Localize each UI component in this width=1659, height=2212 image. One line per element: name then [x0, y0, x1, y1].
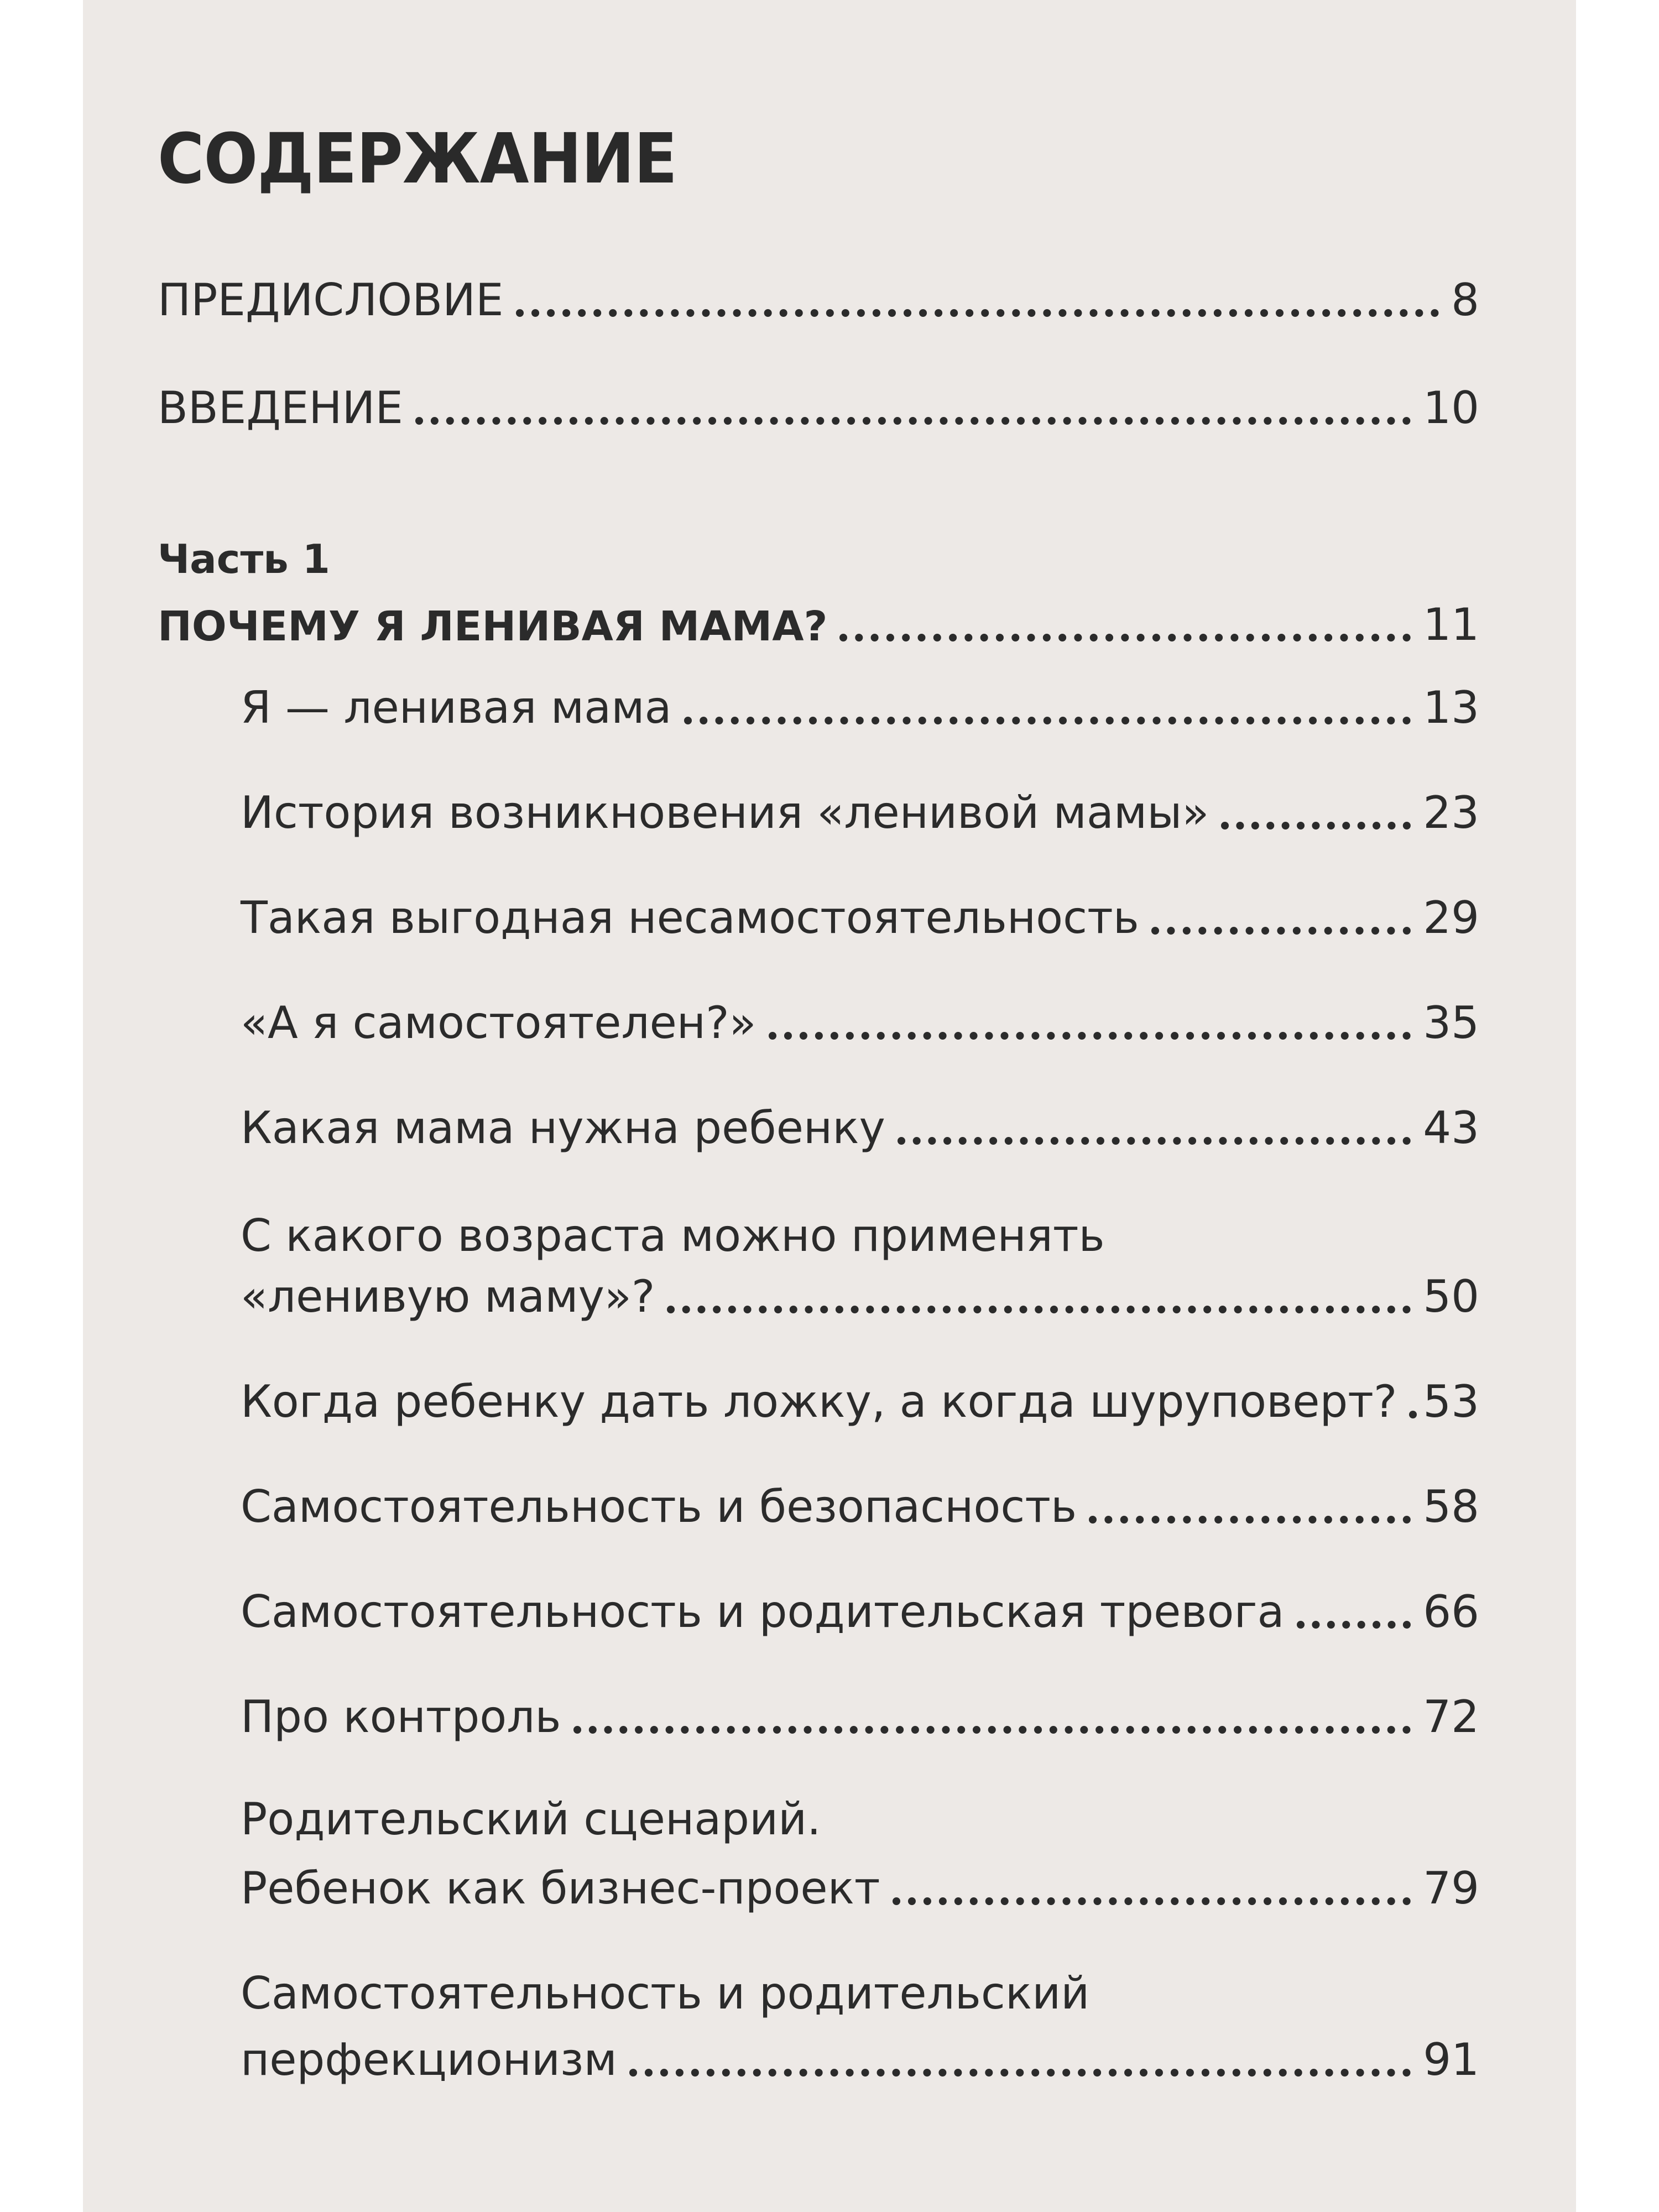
toc-page-number: 23	[1423, 787, 1479, 838]
toc-page-number: 58	[1423, 1481, 1479, 1532]
toc-entry-label: Про контроль	[241, 1691, 561, 1743]
toc-entry-label: История возникновения «ленивой мамы»	[241, 787, 1209, 838]
toc-entry-label: Самостоятельность и безопасность	[241, 1481, 1077, 1532]
dot-leader	[898, 1137, 1411, 1145]
dot-leader	[1409, 1411, 1411, 1418]
toc-entry	[241, 682, 1479, 733]
toc-page-number: 10	[1423, 382, 1479, 434]
toc-entry	[241, 1863, 1479, 1914]
toc-page-number: 8	[1451, 274, 1479, 326]
book-page	[83, 0, 1576, 2212]
toc-entry-label: ПОЧЕМУ Я ЛЕНИВАЯ МАМА?	[158, 603, 828, 650]
dot-leader	[415, 417, 1411, 425]
toc-entry	[241, 1586, 1479, 1637]
dot-leader	[516, 309, 1439, 317]
toc-entry	[241, 892, 1479, 943]
toc-entry-label: ПРЕДИСЛОВИЕ	[158, 274, 504, 326]
page-title: СОДЕРЖАНИЕ	[158, 119, 677, 199]
toc-entry	[241, 1691, 1479, 1743]
dot-leader	[893, 1897, 1411, 1905]
toc-page-number: 91	[1423, 2034, 1479, 2085]
toc-page-number: 43	[1423, 1102, 1479, 1154]
dot-leader	[684, 717, 1411, 724]
toc-entry	[241, 1102, 1479, 1154]
toc-entry	[241, 1271, 1479, 1322]
toc-entry	[241, 1481, 1479, 1532]
toc-entry-label: Ребенок как бизнес-проект	[241, 1863, 880, 1914]
dot-leader	[1297, 1621, 1411, 1629]
dot-leader	[839, 634, 1411, 641]
dot-leader	[769, 1032, 1411, 1040]
dot-leader	[1221, 822, 1411, 830]
dot-leader	[1089, 1516, 1411, 1524]
toc-entry-first-line: Самостоятельность и родительский	[241, 1968, 1090, 2019]
toc-entry-first-line: С какого возраста можно применять	[241, 1210, 1105, 1261]
toc-page-number: 13	[1423, 682, 1479, 733]
toc-entry-label: перфекционизм	[241, 2034, 617, 2085]
toc-entry-label: Какая мама нужна ребенку	[241, 1102, 885, 1154]
toc-page-number: 11	[1423, 599, 1479, 650]
toc-entry-preface	[158, 274, 1479, 326]
part-label: Часть 1	[158, 536, 330, 582]
toc-entry	[241, 1376, 1479, 1427]
toc-entry	[241, 787, 1479, 838]
toc-page-number: 29	[1423, 892, 1479, 943]
toc-part-title	[158, 599, 1479, 650]
toc-entry-label: Я — ленивая мама	[241, 682, 672, 733]
dot-leader	[573, 1726, 1411, 1734]
toc-page-number: 50	[1423, 1271, 1479, 1322]
toc-page-number: 79	[1423, 1863, 1479, 1914]
toc-page-number: 72	[1423, 1691, 1479, 1743]
toc-page-number: 53	[1423, 1376, 1479, 1427]
toc-entry-label: «ленивую маму»?	[241, 1271, 655, 1322]
toc-entry-first-line: Родительский сценарий.	[241, 1793, 821, 1845]
toc-entry-label: «А я самостоятелен?»	[241, 997, 757, 1048]
dot-leader	[1151, 927, 1411, 935]
toc-entry-label: Когда ребенку дать ложку, а когда шуруповерт?	[241, 1376, 1397, 1427]
toc-entry-label: Самостоятельность и родительская тревога	[241, 1586, 1285, 1637]
toc-entry-label: ВВЕДЕНИЕ	[158, 382, 403, 434]
toc-entry-label: Такая выгодная несамостоятельность	[241, 892, 1139, 943]
dot-leader	[667, 1306, 1411, 1313]
toc-entry-introduction	[158, 382, 1479, 434]
toc-page-number: 66	[1423, 1586, 1479, 1637]
dot-leader	[629, 2069, 1411, 2077]
toc-page-number: 35	[1423, 997, 1479, 1048]
toc-entry	[241, 997, 1479, 1048]
toc-entry	[241, 2034, 1479, 2085]
